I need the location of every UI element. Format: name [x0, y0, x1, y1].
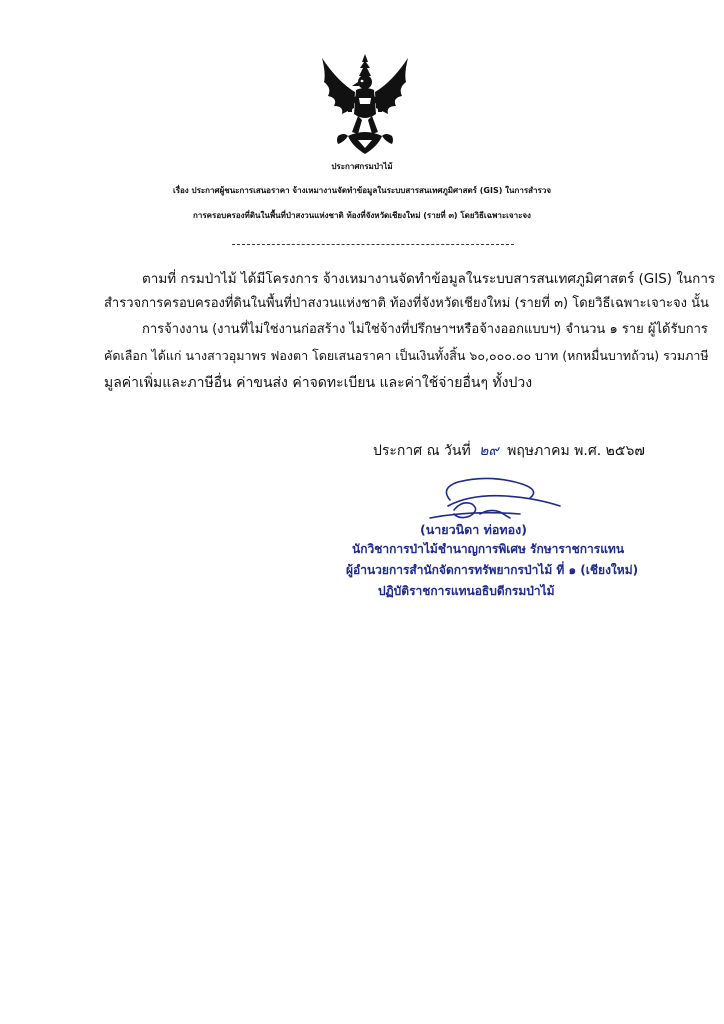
- garuda-emblem-icon: [318, 52, 412, 156]
- signatory-position-3: ปฏิบัติราชการแทนอธิบดีกรมป่าไม้: [378, 584, 555, 598]
- date-day-handwritten: ๒๙: [479, 443, 499, 459]
- signatory-position-2: ผู้อำนวยการสำนักจัดการทรัพยากรป่าไม้ ที่ ๑ (เชียงใหม่): [346, 563, 639, 577]
- date-prefix: ประกาศ ณ วันที่: [373, 443, 471, 459]
- announcement-date: [373, 440, 645, 462]
- body-paragraph-line-2: สำรวจการครอบครองที่ดินในพื้นที่ป่าสงวนแห่งชาติ ท้องที่จังหวัดเชียงใหม่ (รายที่ ๓) โดยวิธีเฉพาะเจาะจง นั้น: [104, 296, 709, 311]
- subject-line-2: การครอบครองที่ดินในพื้นที่ป่าสงวนแห่งชาติ ท้องที่จังหวัดเชียงใหม่ (รายที่ ๓) โดยวิธีเฉพาะเจาะจง: [193, 211, 531, 220]
- separator-rule: [232, 244, 514, 245]
- body-paragraph-line-5: มูลค่าเพิ่มและภาษีอื่น ค่าขนส่ง ค่าจดทะเบียน และค่าใช้จ่ายอื่นๆ ทั้งปวง: [104, 375, 533, 391]
- date-month-year: พฤษภาคม พ.ศ. ๒๕๖๗: [507, 443, 645, 459]
- subject-line-1: เรื่อง ประกาศผู้ชนะการเสนอราคา จ้างเหมางานจัดทำข้อมูลในระบบสารสนเทศภูมิศาสตร์ (GIS) ในการสำรวจ: [172, 186, 552, 195]
- body-paragraph-line-1: ตามที่ กรมป่าไม้ ได้มีโครงการ จ้างเหมางานจัดทำข้อมูลในระบบสารสนเทศภูมิศาสตร์ (GIS) ในการ: [142, 271, 716, 287]
- announcement-title: ประกาศกรมป่าไม้: [331, 162, 393, 171]
- body-paragraph-line-4: คัดเลือก ได้แก่ นางสาวอุมาพร ฟองตา โดยเสนอราคา เป็นเงินทั้งสิ้น ๖๐,๐๐๐.๐๐ บาท (หกหมื่นบาทถ้วน) รวมภาษี: [104, 348, 709, 363]
- signatory-position-1: นักวิชาการป่าไม้ชำนาญการพิเศษ รักษาราชการแทน: [352, 542, 625, 556]
- body-paragraph-line-3: การจ้างงาน (งานที่ไม่ใช่งานก่อสร้าง ไม่ใช่จ้างที่ปรึกษาฯหรือจ้างออกแบบฯ) จำนวน ๑ ราย ผู้ได้รับการ: [142, 322, 708, 337]
- signatory-name: (นายวนิดา ท่อทอง): [420, 522, 527, 537]
